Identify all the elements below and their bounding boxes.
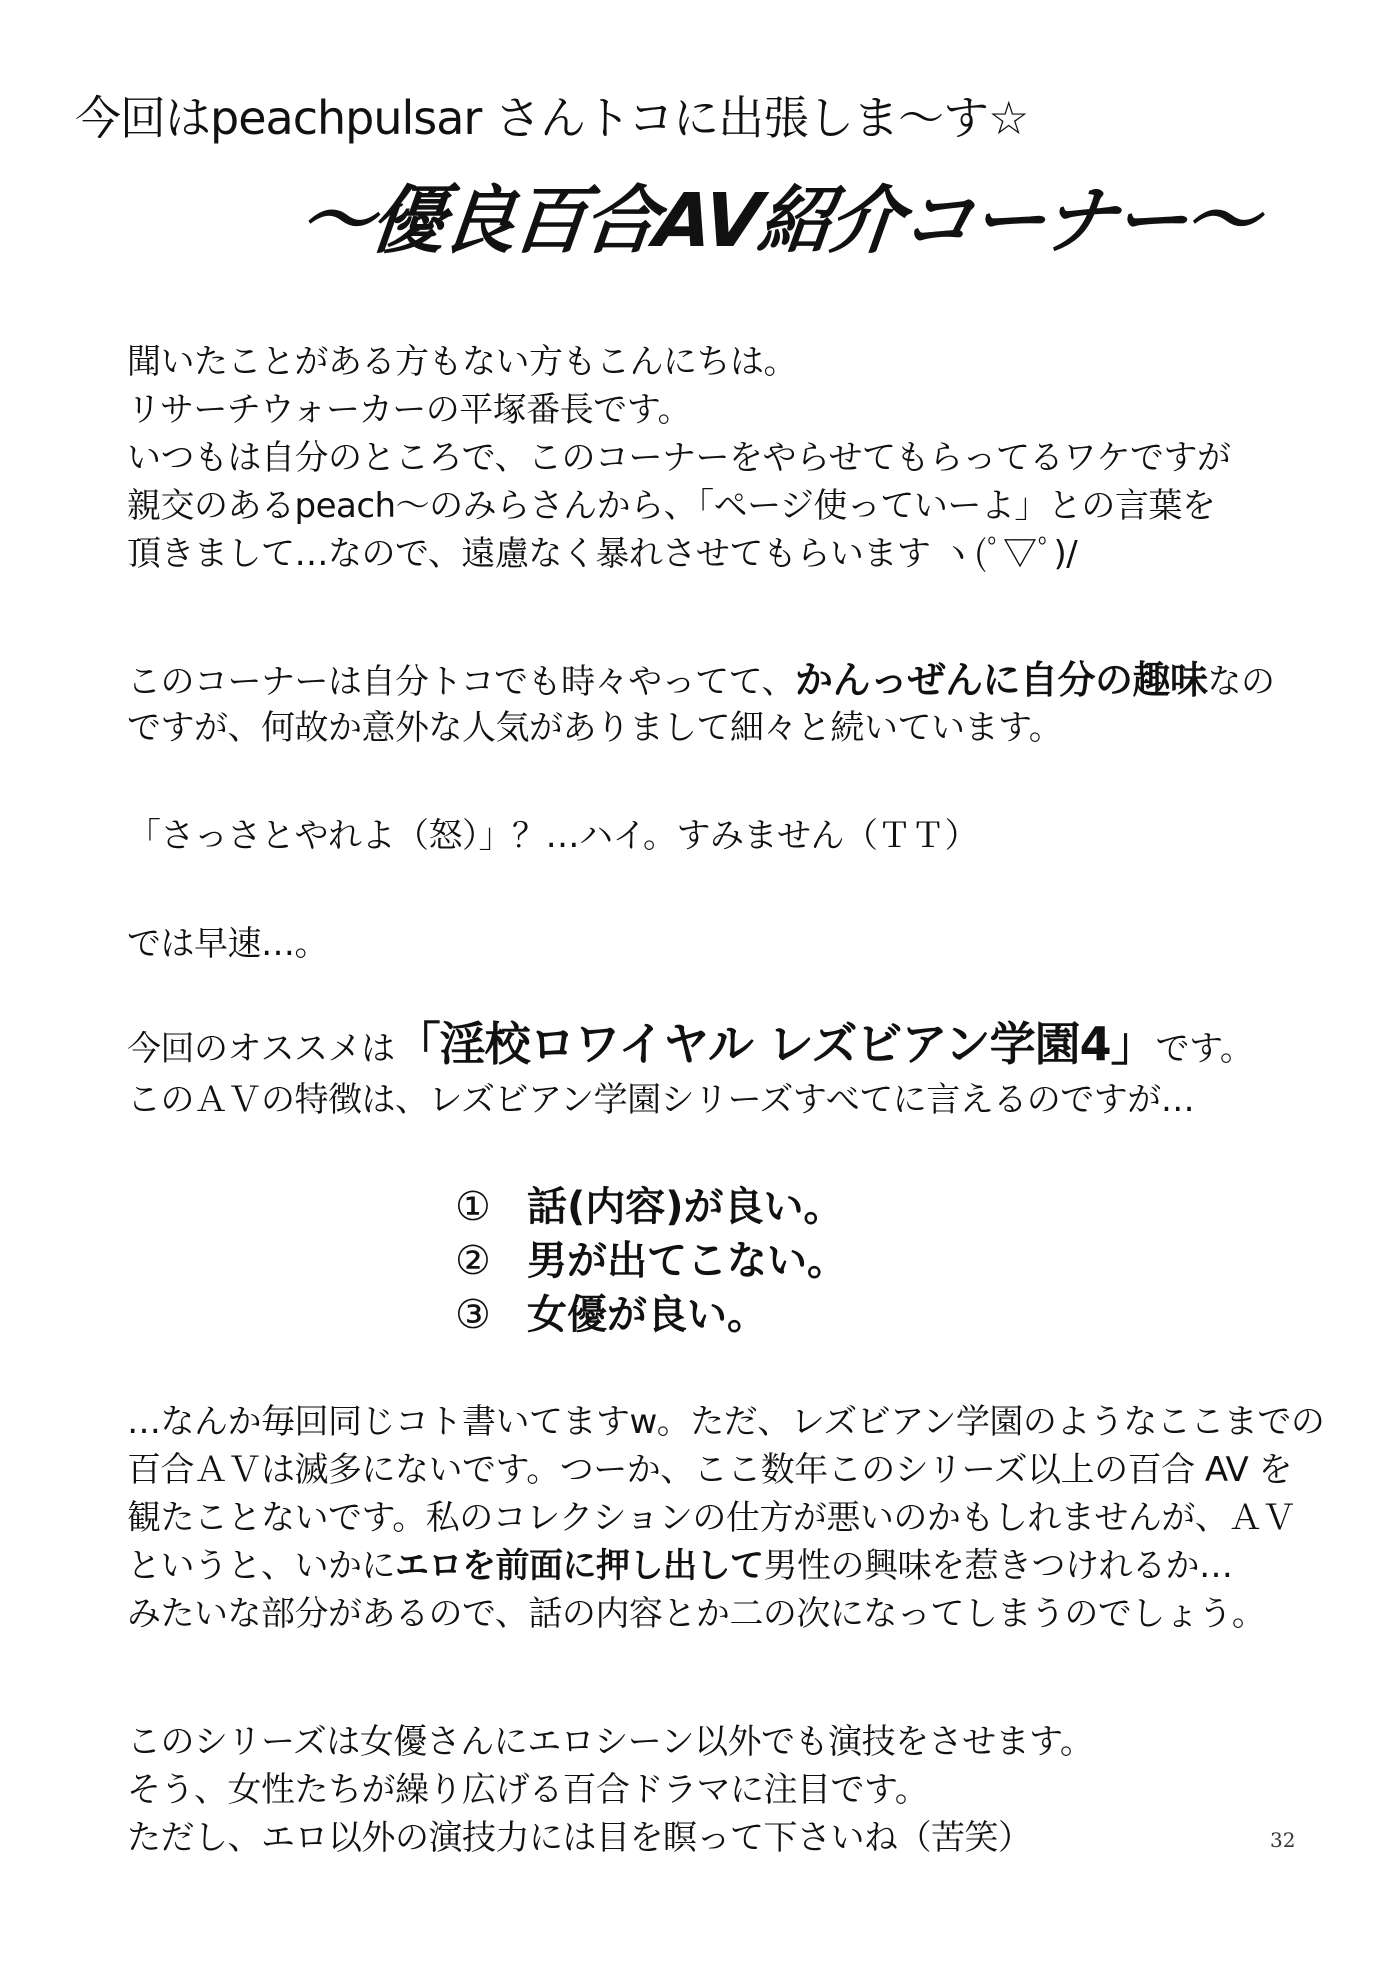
text-line: リサーチウォーカーの平塚番長です。 — [127, 390, 692, 430]
list-item — [455, 1288, 847, 1342]
text-line — [127, 1017, 1377, 1076]
text-line: 百合ＡＶは滅多にないです。つーか、ここ数年このシリーズ以上の百合 AV を — [127, 1450, 1293, 1490]
list-text: 女優が良い。 — [527, 1292, 767, 1338]
list-number: ① — [455, 1184, 491, 1230]
hobby-paragraph — [127, 656, 1377, 752]
text-span: 今回のオススメは — [127, 1029, 395, 1069]
text-line: ただし、エロ以外の演技力には目を瞑って下さいね（苦笑） — [127, 1818, 1032, 1858]
emphasis-text: エロを前面に押し出して — [395, 1546, 764, 1586]
text-line: 頂きまして…なので、遠慮なく暴れさせてもらいます ヽ(ﾟ▽ﾟ)/ — [127, 534, 1078, 574]
text-line: いつもは自分のところで、このコーナーをやらせてもらってるワケですが — [127, 438, 1231, 478]
list-item — [455, 1234, 847, 1288]
list-number: ② — [455, 1238, 491, 1284]
text-span: このコーナーは自分トコでも時々やってて、 — [127, 662, 795, 702]
feature-list — [455, 1180, 847, 1342]
text-line: では早速…。 — [127, 924, 328, 964]
page-number: 32 — [1270, 1828, 1296, 1852]
text-line: 親交のあるpeach～のみらさんから、「ページ使っていーよ」との言葉を — [127, 486, 1216, 526]
text-line: みたいな部分があるので、話の内容とか二の次になってしまうのでしょう。 — [127, 1594, 1266, 1634]
recommend-paragraph — [127, 1017, 1377, 1124]
text-line: ですが、何故か意外な人気がありまして細々と続いています。 — [127, 708, 1063, 748]
intro-paragraph — [127, 338, 1377, 578]
list-text: 話(内容)が良い。 — [527, 1184, 844, 1230]
text-line: そう、女性たちが繰り広げる百合ドラマに注目です。 — [127, 1770, 929, 1810]
start-paragraph — [127, 920, 1377, 968]
work-title: 「淫校ロワイヤル レズビアン学園4」 — [394, 1017, 1156, 1071]
text-line — [127, 656, 1377, 704]
apology-paragraph — [127, 812, 1377, 860]
text-span: というと、いかに — [127, 1546, 395, 1586]
text-line: …なんか毎回同じコト書いてますw。ただ、レズビアン学園のようなここまでの — [127, 1402, 1325, 1442]
text-span: 男性の興味を惹きつけれるか… — [763, 1546, 1233, 1586]
text-line: 聞いたことがある方もない方もこんにちは。 — [127, 342, 797, 382]
drama-paragraph — [127, 1718, 1377, 1862]
list-text: 男が出てこない。 — [527, 1238, 847, 1284]
text-line: このシリーズは女優さんにエロシーン以外でも演技をさせます。 — [127, 1722, 1094, 1762]
text-span: です。 — [1155, 1029, 1254, 1069]
text-line: 「さっさとやれよ（怒）」？…ハイ。すみません（ＴＴ） — [127, 816, 978, 856]
header-line: 今回はpeachpulsar さんトコに出張しま～す☆ — [75, 91, 1029, 145]
list-item — [455, 1180, 847, 1234]
page-title: ～優良百合AV紹介コーナー～ — [295, 178, 1261, 264]
text-line — [127, 1542, 1377, 1590]
list-number: ③ — [455, 1292, 491, 1338]
emphasis-text: かんっぜんに自分の趣味 — [794, 658, 1208, 702]
text-span: なの — [1207, 662, 1275, 702]
opinion-paragraph — [127, 1398, 1377, 1638]
text-line: このＡＶの特徴は、レズビアン学園シリーズすべてに言えるのですが… — [127, 1080, 1195, 1120]
text-line: 観たことないです。私のコレクションの仕方が悪いのかもしれませんが、ＡＶ — [127, 1498, 1296, 1538]
